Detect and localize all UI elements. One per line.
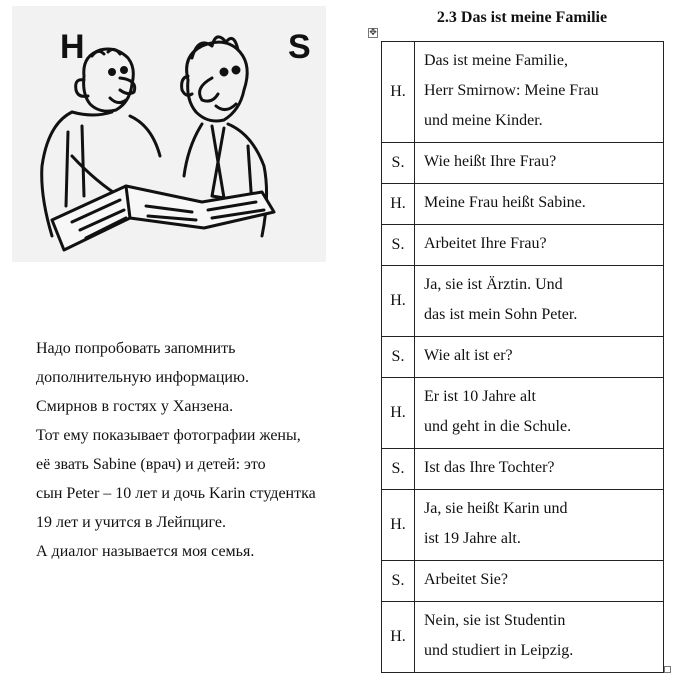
- table-row: [382, 184, 664, 225]
- line-text: Ist das Ihre Tochter?: [424, 459, 555, 476]
- speaker-s-letter: S: [288, 28, 311, 66]
- line-text: und geht in die Schule.: [424, 418, 572, 435]
- line-text: Ja, sie heißt Karin und: [424, 500, 568, 517]
- line-text: Wie heißt Ihre Frau?: [424, 153, 557, 170]
- speaker-h-letter: H: [60, 28, 85, 66]
- line-cell: [415, 225, 664, 266]
- line-cell: [415, 184, 664, 225]
- line-cell: [415, 449, 664, 490]
- line-cell: [415, 266, 664, 337]
- speaker-cell: H.: [382, 602, 415, 673]
- line-text: und studiert in Leipzig.: [424, 642, 574, 659]
- dialog-table: [381, 41, 664, 673]
- line-text: Wie alt ist er?: [424, 347, 513, 364]
- line-text: Ja, sie ist Ärztin. Und: [424, 276, 563, 293]
- line-cell: [415, 378, 664, 449]
- description-line: сын Peter – 10 лет и дочь Karin студентка: [36, 485, 316, 502]
- line-text: Er ist 10 Jahre alt: [424, 388, 536, 405]
- speaker-cell: S.: [382, 561, 415, 602]
- table-row: [382, 378, 664, 449]
- dialog-title: 2.3 Das ist meine Familie: [436, 9, 608, 26]
- table-row: [382, 42, 664, 143]
- line-text: Nein, sie ist Studentin: [424, 612, 566, 629]
- speaker-cell: H.: [382, 378, 415, 449]
- description-line: 19 лет и учится в Лейпциге.: [36, 514, 226, 531]
- speaker-cell: H.: [382, 184, 415, 225]
- resize-handle-icon[interactable]: [664, 666, 671, 673]
- description-line: Надо попробовать запомнить: [36, 340, 236, 357]
- line-text: ist 19 Jahre alt.: [424, 530, 521, 547]
- table-row: [382, 225, 664, 266]
- line-text: Meine Frau heißt Sabine.: [424, 194, 586, 211]
- description-line: Тот ему показывает фотографии жены,: [36, 427, 301, 444]
- table-row: [382, 449, 664, 490]
- speaker-cell: H.: [382, 266, 415, 337]
- table-row: [382, 490, 664, 561]
- move-handle-icon[interactable]: ✥: [369, 28, 377, 38]
- speaker-cell: S.: [382, 337, 415, 378]
- table-row: [382, 266, 664, 337]
- line-cell: [415, 602, 664, 673]
- line-cell: [415, 490, 664, 561]
- speaker-cell: H.: [382, 490, 415, 561]
- speaker-cell: S.: [382, 225, 415, 266]
- line-cell: [415, 561, 664, 602]
- speaker-cell: S.: [382, 449, 415, 490]
- table-row: [382, 602, 664, 673]
- description-line: Смирнов в гостях у Ханзена.: [36, 398, 234, 415]
- table-row: [382, 337, 664, 378]
- speaker-cell: H.: [382, 42, 415, 143]
- line-cell: [415, 42, 664, 143]
- family-album-illustration: [12, 6, 326, 262]
- line-text: Das ist meine Familie,: [424, 52, 568, 69]
- task-description: [36, 334, 366, 566]
- line-text: Herr Smirnow: Meine Frau: [424, 82, 599, 99]
- speaker-cell: S.: [382, 143, 415, 184]
- table-row: [382, 561, 664, 602]
- description-line: дополнительную информацию.: [36, 369, 249, 386]
- line-cell: [415, 143, 664, 184]
- line-text: Arbeitet Ihre Frau?: [424, 235, 547, 252]
- line-text: Arbeitet Sie?: [424, 571, 508, 588]
- table-row: [382, 143, 664, 184]
- line-text: das ist mein Sohn Peter.: [424, 306, 578, 323]
- description-line: А диалог называется моя семья.: [36, 543, 255, 560]
- line-text: und meine Kinder.: [424, 112, 543, 129]
- description-line: её звать Sabine (врач) и детей: это: [36, 456, 266, 473]
- line-cell: [415, 337, 664, 378]
